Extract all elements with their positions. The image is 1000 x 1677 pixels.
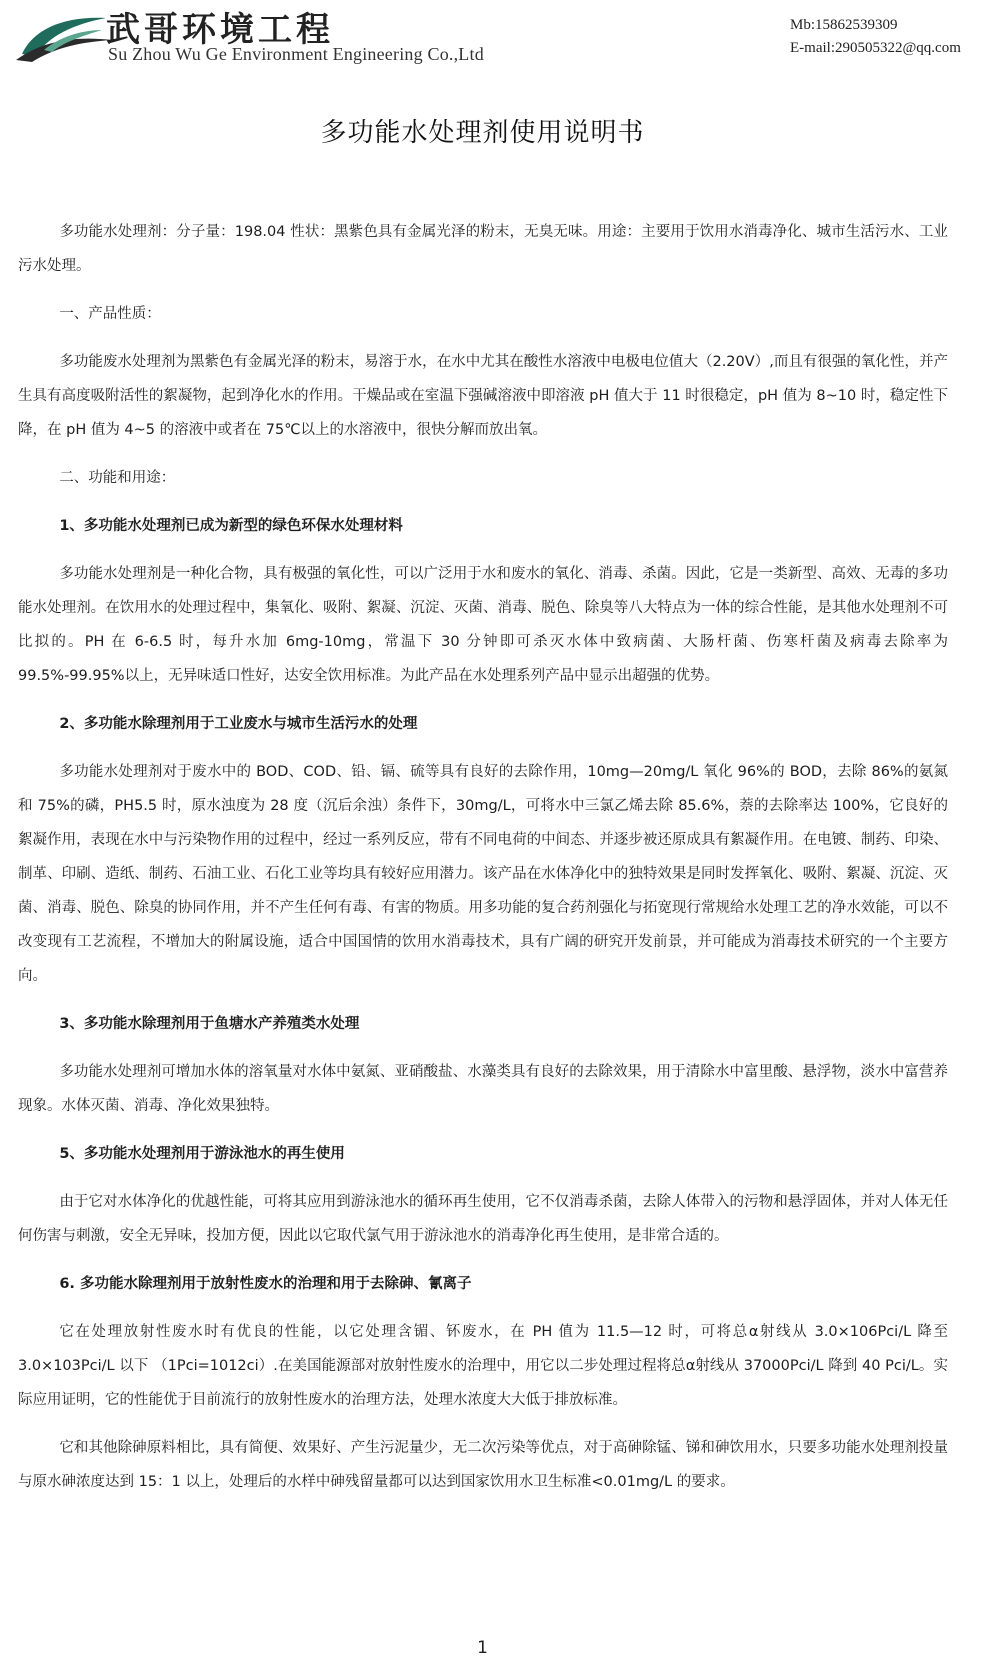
subsection-heading-5: 5、多功能水处理剂用于游泳池水的再生使用 — [59, 1146, 345, 1162]
company-name-cn: 武哥环境工程 — [106, 10, 334, 50]
intro-paragraph: 多功能水处理剂：分子量：198.04 性状：黑紫色具有金属光泽的粉末，无臭无味。用途：主要用于饮用水消毒净化、城市生活污水、工业污水处理。 — [18, 224, 948, 274]
properties-paragraph: 多功能废水处理剂为黑紫色有金属光泽的粉末，易溶于水，在水中尤其在酸性水溶液中电极电位值大（2.20V）,而且有很强的氧化性，并产生具有高度吸附活性的絮凝物，起到净化水的作用。干燥品或在室温下强碱溶液中即溶液 pH 值大于 11 时很稳定，pH 值为 8~10 时，稳定性下降，在 pH 值为 4~5 的溶液中或者在 75℃以上的水溶液中，很快分解而放出氧。 — [18, 354, 948, 438]
contact-block — [790, 14, 961, 60]
subsection-paragraph-2: 多功能水处理剂对于废水中的 BOD、COD、铅、镉、硫等具有良好的去除作用，10mg—20mg/L 氧化 96%的 BOD，去除 86%的氨氮和 75%的磷，PH5.5 时，原水浊度为 28 度（沉后余浊）条件下，30mg/L，可将水中三氯乙烯去除 85.6%，萘的去除率达 100%，它良好的絮凝作用，表现在水中与污染物作用的过程中，经过一系列反应，带有不同电荷的中间态、并逐步被还原成具有絮凝作用。在电镀、制药、印染、制革、印刷、造纸、制药、石油工业、石化工业等均具有较好应用潜力。该产品在水体净化中的独特效果是同时发挥氧化、吸附、絮凝、沉淀、灭菌、消毒、脱色、除臭的协同作用，并不产生任何有毒、有害的物质。用多功能的复合药剂强化与拓宽现行常规给水处理工艺的净水效能，可以不改变现有工艺流程，不增加大的附属设施，适合中国国情的饮用水消毒技术，具有广阔的研究开发前景，并可能成为消毒技术研究的一个主要方向。 — [18, 764, 948, 984]
company-logo-icon — [14, 10, 114, 65]
subsection-paragraph-3: 多功能水处理剂可增加水体的溶氧量对水体中氨氮、亚硝酸盐、水藻类具有良好的去除效果，用于清除水中富里酸、悬浮物，淡水中富营养现象。水体灭菌、消毒、净化效果独特。 — [18, 1064, 948, 1114]
subsection-heading-6: 6. 多功能水除理剂用于放射性废水的治理和用于去除砷、氰离子 — [59, 1276, 472, 1292]
letterhead — [0, 0, 1000, 75]
subsection-paragraph-6b: 它和其他除砷原料相比，具有简便、效果好、产生污泥量少，无二次污染等优点，对于高砷除锰、锑和砷饮用水，只要多功能水处理剂投量与原水砷浓度达到 15：1 以上，处理后的水样中砷残留量都可以达到国家饮用水卫生标准<0.01mg/L 的要求。 — [18, 1440, 948, 1490]
subsection-paragraph-6a: 它在处理放射性废水时有优良的性能，以它处理含镅、钚废水，在 PH 值为 11.5—12 时，可将总α射线从 3.0×106Pci/L 降至 3.0×103Pci/L 以下 （1Pci=1012ci）.在美国能源部对放射性废水的治理中，用它以二步处理过程将总α射线从 37000Pci/L 降到 40 Pci/L。实际应用证明，它的性能优于目前流行的放射性废水的治理方法，处理水浓度大大低于排放标准。 — [18, 1324, 948, 1408]
email-address: E-mail:290505322@qq.com — [790, 40, 961, 56]
company-name-en: Su Zhou Wu Ge Environment Engineering Co.,Ltd — [108, 44, 484, 64]
section-heading-functions: 二、功能和用途： — [59, 470, 176, 486]
document-title: 多功能水处理剂使用说明书 — [320, 118, 645, 148]
subsection-heading-2: 2、多功能水除理剂用于工业废水与城市生活污水的处理 — [59, 716, 418, 732]
subsection-heading-3: 3、多功能水除理剂用于鱼塘水产养殖类水处理 — [59, 1016, 360, 1032]
subsection-heading-1: 1、多功能水处理剂已成为新型的绿色环保水处理材料 — [59, 518, 403, 534]
mobile-number: Mb:15862539309 — [790, 17, 898, 33]
page-number: 1 — [477, 1638, 488, 1658]
subsection-paragraph-5: 由于它对水体净化的优越性能，可将其应用到游泳池水的循环再生使用，它不仅消毒杀菌，去除人体带入的污物和悬浮固体，并对人体无任何伤害与刺激，安全无异味，投加方便，因此以它取代氯气用于游泳池水的消毒净化再生使用，是非常合适的。 — [18, 1194, 948, 1244]
subsection-paragraph-1: 多功能水处理剂是一种化合物，具有极强的氧化性，可以广泛用于水和废水的氧化、消毒、杀菌。因此，它是一类新型、高效、无毒的多功能水处理剂。在饮用水的处理过程中，集氧化、吸附、絮凝、沉淀、灭菌、消毒、脱色、除臭等八大特点为一体的综合性能，是其他水处理剂不可比拟的。PH 在 6-6.5 时，每升水加 6mg-10mg，常温下 30 分钟即可杀灭水体中致病菌、大肠杆菌、伤寒杆菌及病毒去除率为 99.5%-99.95%以上，无异味适口性好，达安全饮用标准。为此产品在水处理系列产品中显示出超强的优势。 — [18, 566, 948, 684]
section-heading-properties: 一、产品性质： — [59, 306, 161, 322]
document-body — [18, 215, 948, 1499]
